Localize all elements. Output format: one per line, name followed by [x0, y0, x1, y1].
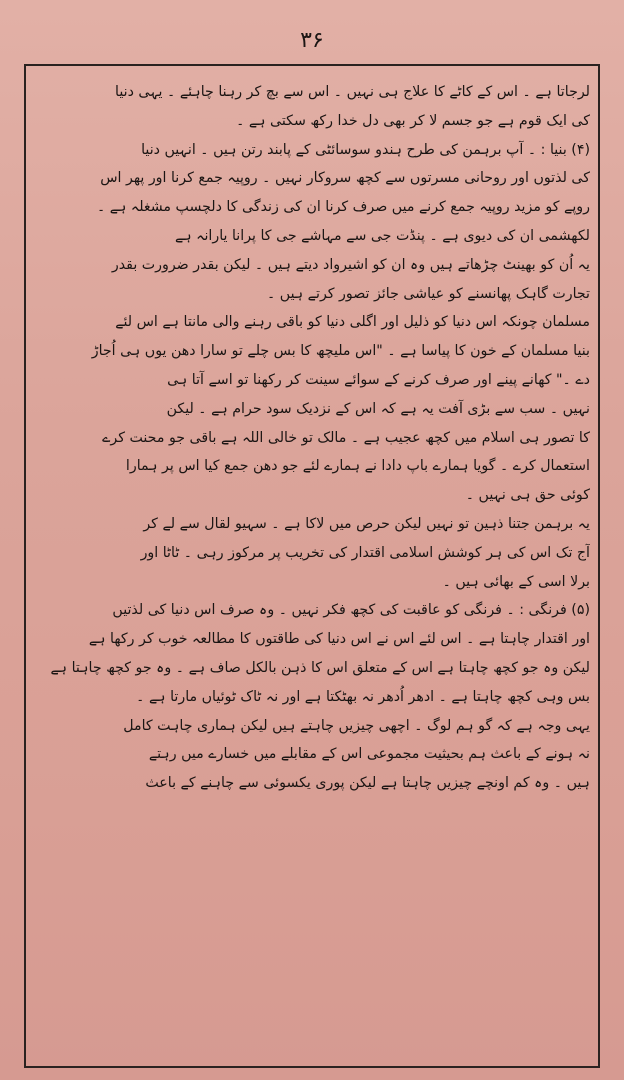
urdu-text-block: [34, 78, 590, 1058]
text-line: (۵) فرنگی : ۔ فرنگی کو عاقبت کی کچھ فکر نہیں ۔ وہ صرف اس دنیا کی لذتیں: [112, 602, 590, 619]
text-line: بس وہی کچھ چاہتا ہے ۔ ادھر اُدھر نہ بھٹکتا ہے اور نہ ٹاک ٹوئیاں مارتا ہے ۔: [136, 688, 590, 705]
text-line: روپے کو مزید روپیہ جمع کرنے میں صرف کرنا ان کی زندگی کا دلچسپ مشغلہ ہے ۔: [96, 199, 590, 216]
text-line: کی لذتوں اور روحانی مسرتوں سے کچھ سروکار نہیں ۔ روپیہ جمع کرنا اور پھر اس: [100, 170, 590, 187]
text-line: لیکن وہ جو کچھ چاہتا ہے اس کے متعلق اس کا ذہن بالکل صاف ہے ۔ وہ جو کچھ چاہتا ہے: [50, 659, 590, 676]
text-line: آج تک اس کی ہر کوشش اسلامی اقتدار کی تخریب پر مرکوز رہی ۔ ٹاٹا اور: [140, 544, 590, 561]
text-line: ہیں ۔ وہ کم اونچے چیزیں چاہتا ہے لیکن پوری یکسوئی سے چاہنے کے باعث: [145, 775, 590, 792]
text-line: مسلمان چونکہ اس دنیا کو ذلیل اور اگلی دنیا کو باقی رہنے والی مانتا ہے اس لئے: [115, 314, 590, 331]
text-line: لکھشمی ان کی دیوی ہے ۔ پنڈت جی سے مہاشے جی کا پرانا یارانہ ہے: [175, 227, 590, 244]
text-line: بنیا مسلمان کے خون کا پیاسا ہے ۔ "اس ملیچھ کا بس چلے تو سارا دھن یوں ہی اُجاڑ: [91, 343, 590, 360]
text-line: اور اقتدار چاہتا ہے ۔ اس لئے اس نے اس دنیا کی طاقتوں کا مطالعہ خوب کر رکھا ہے: [88, 631, 590, 648]
text-line: نہیں ۔ سب سے بڑی آفت یہ ہے کہ اس کے نزدیک سود حرام ہے ۔ لیکن: [166, 400, 590, 417]
text-line: کوئی حق ہی نہیں ۔: [465, 487, 590, 504]
text-line: لرجاتا ہے ۔ اس کے کاٹے کا علاج ہی نہیں ۔ اس سے بچ کر رہنا چاہئے ۔ یہی دنیا: [115, 84, 590, 100]
text-line: کا تصور ہی اسلام میں کچھ عجیب ہے ۔ مالک تو خالی اللہ ہے باقی جو محنت کرے: [102, 429, 590, 446]
text-line: یہ برہمن جتنا ذہین تو نہیں لیکن حرص میں لاکا ہے ۔ سہیو لقال سے لے کر: [143, 515, 590, 532]
text-line: یہ اُن کو بھینٹ چڑھاتے ہیں وہ ان کو اشیرواد دیتے ہیں ۔ لیکن بقدر ضرورت بقدر: [111, 256, 590, 273]
text-line: یہی وجہ ہے کہ گو ہم لوگ ۔ اچھی چیزیں چاہتے ہیں لیکن ہماری چاہت کامل: [123, 717, 590, 734]
text-line: کی ایک قوم ہے جو جسم لا کر بھی دل خدا رکھ سکتی ہے ۔: [236, 112, 590, 129]
text-line: نہ ہونے کے باعث ہم بحیثیت مجموعی اس کے مقابلے میں خسارے میں رہتے: [148, 746, 590, 763]
text-line: تجارت گاہک پھانسنے کو عیاشی جائز تصور کرتے ہیں ۔: [266, 285, 590, 302]
text-line: استعمال کرے ۔ گویا ہمارے باپ دادا نے ہمارے لئے جو دھن جمع کیا اس پر ہمارا: [125, 458, 590, 475]
text-frame: [24, 64, 600, 1068]
text-line: دے ۔" کھانے پینے اور صرف کرنے کے سوائے سینت کر رکھنا تو اسے آتا ہی: [167, 371, 590, 388]
text-line: (۴) بنیا : ۔ آپ برہمن کی طرح ہندو سوسائٹی کے پابند رتن ہیں ۔ انہیں دنیا: [141, 141, 590, 158]
page-number: ۳۶: [300, 28, 324, 53]
text-line: برلا اسی کے بھائی ہیں ۔: [442, 573, 590, 590]
